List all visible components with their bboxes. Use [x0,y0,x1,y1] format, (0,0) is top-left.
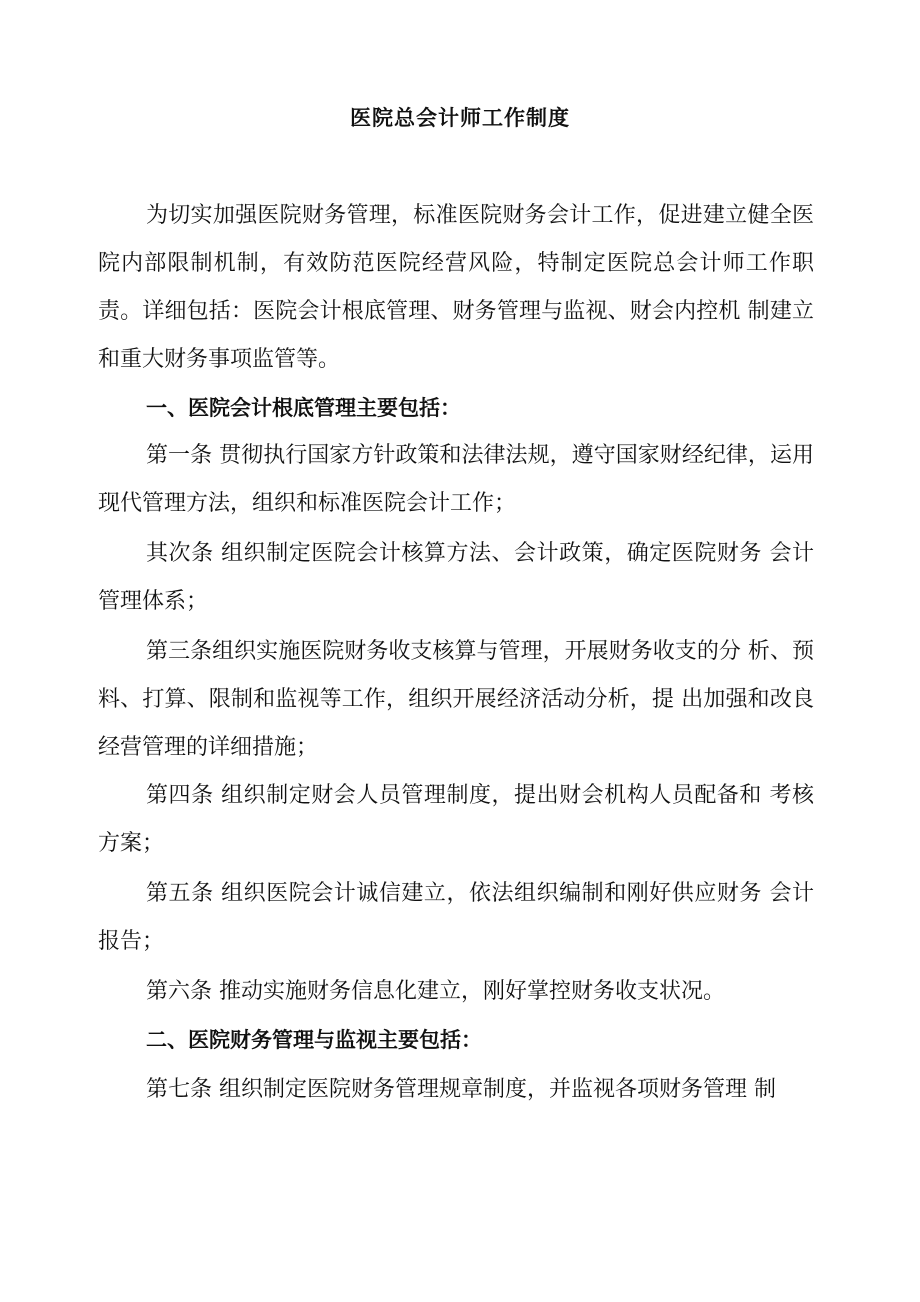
article-3: 第三条组织实施医院财务收支核算与管理，开展财务收支的分 析、预料、打算、限制和监视等工作，组织开展经济活动分析，提 出加强和改良经营管理的详细措施； [98,639,814,760]
section-heading-2: 二、医院财务管理与监视主要包括： [146,1027,482,1052]
article-4: 第四条 组织制定财会人员管理制度，提出财会机构人员配备和 考核方案； [98,783,814,856]
article-2: 其次条 组织制定医院会计核算方法、会计政策，确定医院财务 会计管理体系； [98,541,814,614]
article-6: 第六条 推动实施财务信息化建立，刚好掌控财务收支状况。 [146,979,725,1004]
intro-paragraph: 为切实加强医院财务管理，标准医院财务会计工作，促进建立健全医院内部限制机制，有效防范医院经营风险，特制定医院总会计师工作职责。详细包括：医院会计根底管理、财务管理与监视、财会内控机 制建立和重大财务事项监管等。 [98,203,814,372]
section-heading-1: 一、医院会计根底管理主要包括： [146,395,461,420]
article-5: 第五条 组织医院会计诚信建立，依法组织编制和刚好供应财务 会计报告； [98,881,814,954]
article-1: 第一条 贯彻执行国家方针政策和法律法规，遵守国家财经纪律，运用现代管理方法，组织和标准医院会计工作； [98,443,814,516]
article-7: 第七条 组织制定医院财务管理规章制度，并监视各项财务管理 制 [146,1077,776,1102]
document-title: 医院总会计师工作制度 [350,105,570,130]
